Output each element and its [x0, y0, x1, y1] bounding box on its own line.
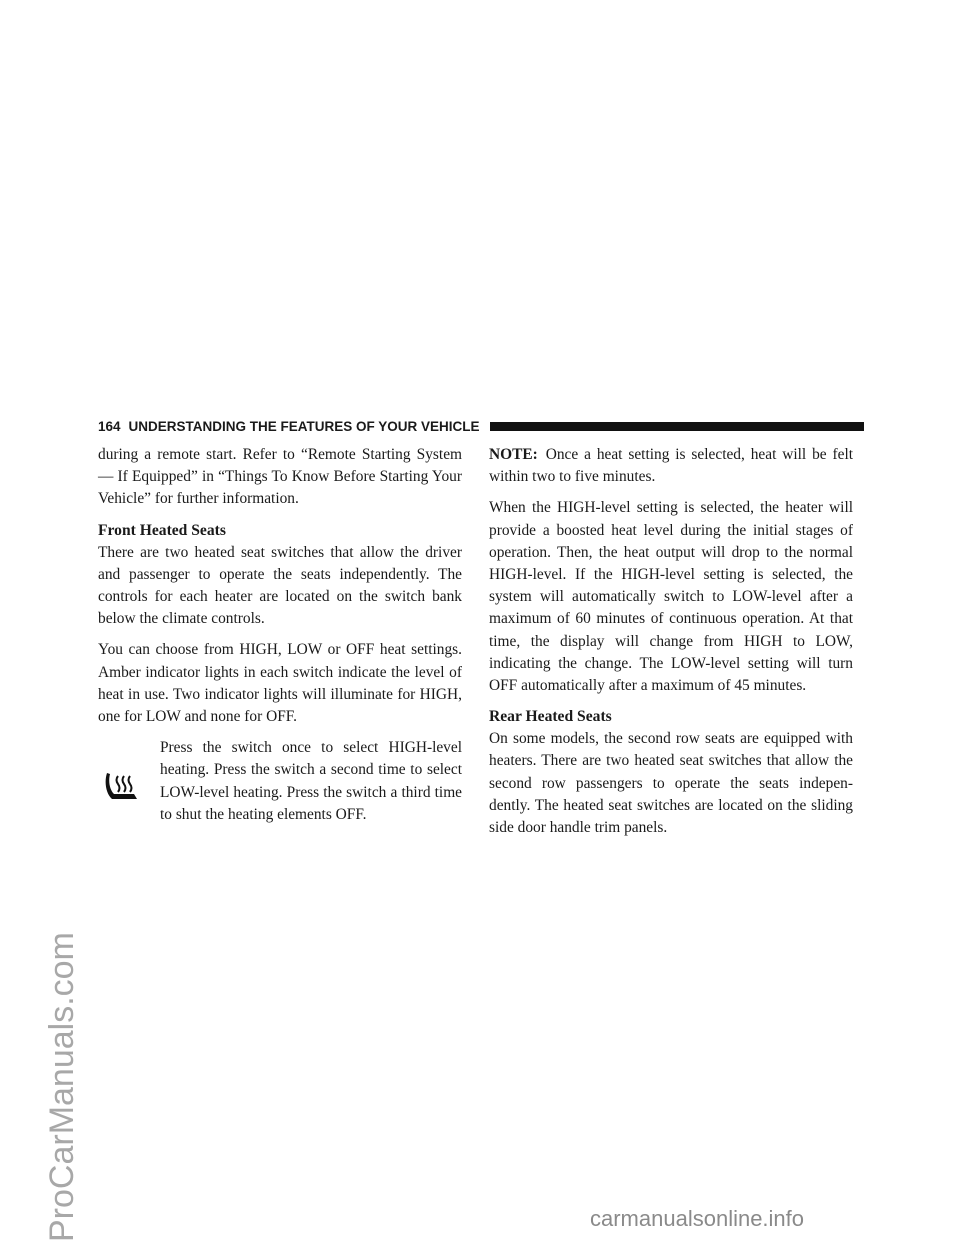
front-paragraph-2: You can choose from HIGH, LOW or OFF heat settings. Amber indicator lights in each switch indicate the level of heat in use. Two indicator lights will illuminate for HIGH, one for LOW and none for OFF. — [98, 641, 462, 726]
running-title: UNDERSTANDING THE FEATURES OF YOUR VEHICLE — [128, 418, 480, 434]
footer-watermark: carmanualsonline.info — [590, 1206, 805, 1231]
right-column — [489, 444, 853, 848]
rear-paragraph: On some models, the second row seats are equipped with heaters. There are two heated seat switches that allow the second row passengers to operate the seats indepen- dently. The heated seat switches are located on the sliding side door handle trim panels. — [489, 730, 853, 837]
note-text: Once a heat setting is selected, heat will be felt within two to five minutes. — [489, 446, 853, 486]
note-label: NOTE: — [489, 446, 538, 463]
switch-instruction — [98, 737, 462, 837]
left-column — [98, 444, 462, 837]
high-level-paragraph: When the HIGH-level setting is selected, the heater will provide a boosted heat level during the initial stages of operation. Then, the heat output will drop to the normal HIGH-level. If the HIGH-level setting is selected, the system will automatically switch to LOW-level after a maximum of 60 minutes of continuous operation. At that time, the display will change from HIGH to LOW, indicating the change. The LOW-level setting will turn OFF automatically after a maximum of 45 minutes. — [489, 499, 853, 695]
intro-paragraph: during a remote start. Refer to “Remote Starting System — If Equipped” in “Things To Know Before Starting Your Vehicle” for further information. — [98, 446, 462, 508]
page-number: 164 — [98, 418, 121, 434]
front-paragraph-1: There are two heated seat switches that allow the driver and passenger to operate the seats independently. The controls for each heater are located on the switch bank below the climate controls. — [98, 543, 462, 628]
side-watermark: ProCarManuals.com — [43, 932, 81, 1242]
front-heated-seats-heading: Front Heated Seats — [98, 521, 226, 539]
switch-paragraph: Press the switch once to select HIGH-level heating. Press the switch a second time to select LOW-level heating. Press the switch a third time to shut the heating elements OFF. — [160, 739, 462, 823]
heated-seat-icon — [98, 737, 160, 837]
rear-heated-seats-heading: Rear Heated Seats — [489, 708, 612, 726]
page-header — [98, 416, 864, 436]
note-paragraph — [489, 444, 853, 488]
header-rule — [490, 422, 864, 431]
